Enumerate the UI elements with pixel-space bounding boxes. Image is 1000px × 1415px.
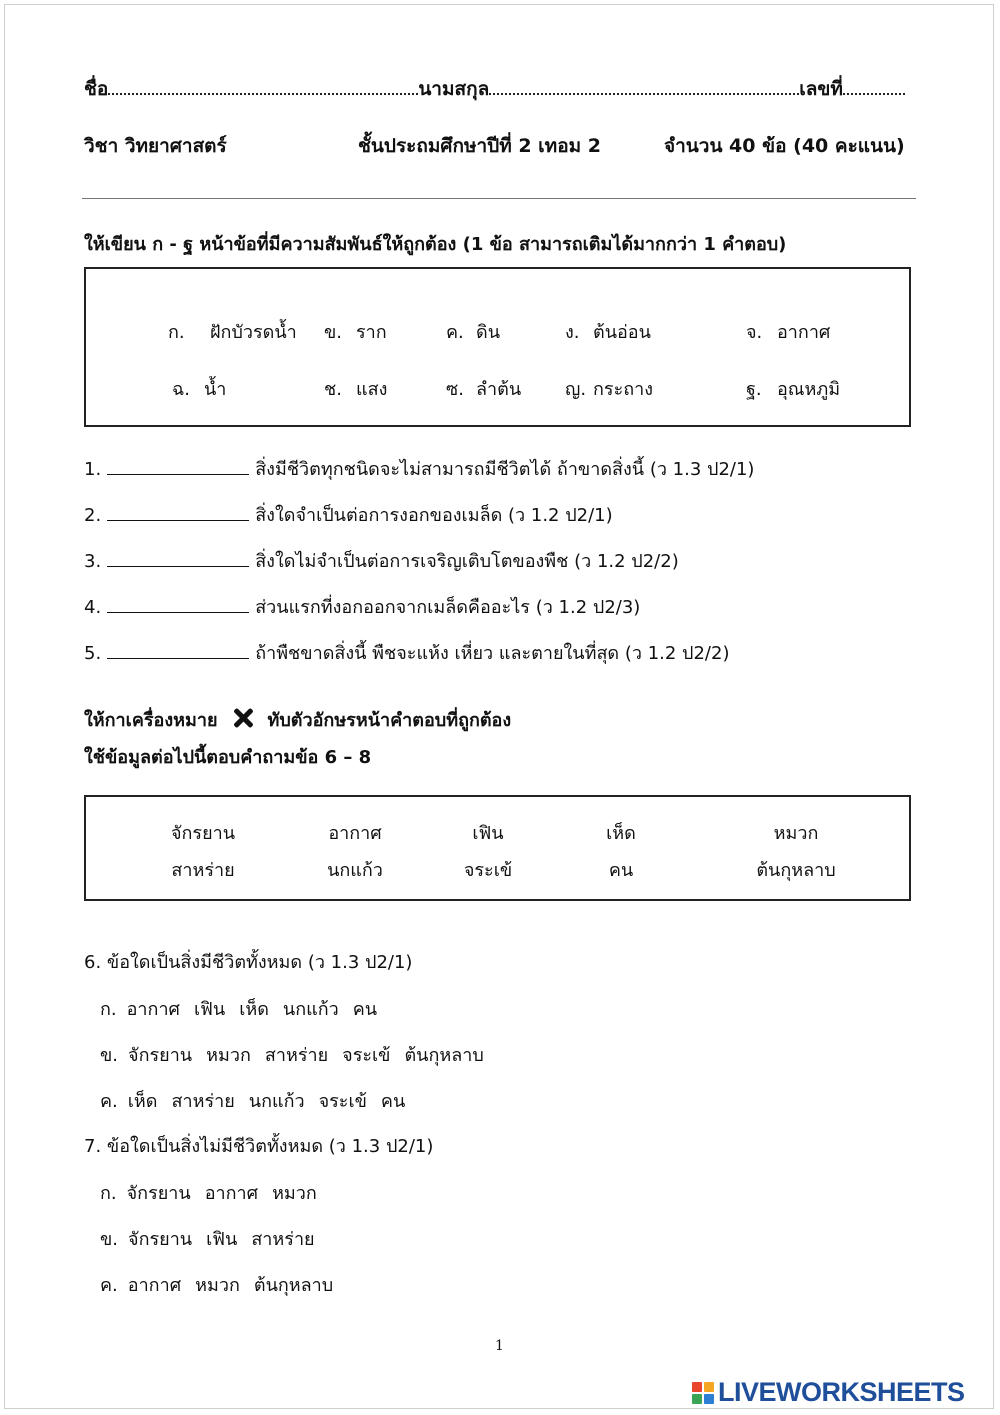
question-text: สิ่งใดไม่จำเป็นต่อการเจริญเติบโตของพืช (ว 1.2 ป2/2) xyxy=(255,551,679,572)
choice-letter: ก. xyxy=(100,1183,117,1204)
choice-word: อากาศ xyxy=(204,1183,259,1204)
option-word: ต้นอ่อน xyxy=(593,322,651,343)
data-instruction: ใช้ข้อมูลต่อไปนี้ตอบคำถามข้อ 6 – 8 xyxy=(84,747,372,768)
choice-word: จักรยาน xyxy=(128,1045,193,1066)
option-letter: ฐ. xyxy=(746,379,762,400)
question-number: 2. xyxy=(84,505,102,526)
choice-word: ต้นกุหลาบ xyxy=(404,1045,484,1066)
option-word: ราก xyxy=(356,322,387,343)
choice-word: อากาศ xyxy=(127,1275,182,1296)
choice-word: นกแก้ว xyxy=(282,999,339,1020)
logo-square xyxy=(704,1394,714,1404)
answer-blank[interactable] xyxy=(107,504,249,521)
question-text: 7. ข้อใดเป็นสิ่งไม่มีชีวิตทั้งหมด (ว 1.3 ป2/1) xyxy=(84,1136,434,1157)
choice-word: สาหร่าย xyxy=(251,1229,315,1250)
option-word: น้ำ xyxy=(204,379,227,400)
choice-word: เฟิน xyxy=(193,999,226,1020)
choice-word: หมวก xyxy=(272,1183,317,1204)
option-letter: ซ. xyxy=(446,379,464,400)
question-number: 1. xyxy=(84,459,102,480)
logo-square xyxy=(704,1382,714,1392)
answer-choice[interactable] xyxy=(100,1224,329,1253)
choice-word: หมวก xyxy=(206,1045,251,1066)
table-cell: หมวก xyxy=(773,823,819,844)
option-word: ดิน xyxy=(476,322,500,343)
number-label: เลขที่ xyxy=(799,78,843,100)
question-text: ส่วนแรกที่งอกออกจากเมล็ดคืออะไร (ว 1.2 ป2/3) xyxy=(255,597,641,618)
answer-choice[interactable] xyxy=(100,1178,331,1207)
surname-label: นามสกุล xyxy=(418,78,490,100)
fill-in-question xyxy=(84,500,613,529)
choice-word: จระเข้ xyxy=(318,1091,367,1112)
table-cell: เฟิน xyxy=(472,823,504,844)
choice-word: อากาศ xyxy=(126,999,180,1020)
logo-square xyxy=(692,1382,702,1392)
table-cell: ต้นกุหลาบ xyxy=(756,860,836,881)
table-cell: จระเข้ xyxy=(463,860,513,881)
section2-instruction-after: ทับตัวอักษรหน้าคำตอบที่ถูกต้อง xyxy=(267,710,512,731)
name-label: ชื่อ xyxy=(84,78,109,100)
question-text: 6. ข้อใดเป็นสิ่งมีชีวิตทั้งหมด (ว 1.3 ป2/1) xyxy=(84,952,413,973)
choice-letter: ข. xyxy=(100,1045,119,1066)
option-letter: จ. xyxy=(746,322,763,343)
choice-letter: ค. xyxy=(100,1091,118,1112)
name-blank[interactable] xyxy=(108,79,418,95)
choice-word: ต้นกุหลาบ xyxy=(253,1275,334,1296)
option-letter: ข. xyxy=(324,322,343,343)
answer-blank[interactable] xyxy=(107,458,249,475)
option-word: กระถาง xyxy=(593,379,654,400)
choice-word: จระเข้ xyxy=(342,1045,391,1066)
question-text: สิ่งใดจำเป็นต่อการงอกของเมล็ด (ว 1.2 ป2/1) xyxy=(255,505,613,526)
data-table-box xyxy=(84,795,911,901)
choice-word: นกแก้ว xyxy=(248,1091,305,1112)
section1-instruction: ให้เขียน ก - ฐ หน้าข้อที่มีความสัมพันธ์ให้ถูกต้อง (1 ข้อ สามารถเติมได้มากกว่า 1 คำตอบ) xyxy=(84,234,787,255)
number-blank[interactable] xyxy=(843,79,905,95)
question-text: สิ่งมีชีวิตทุกชนิดจะไม่สามารถมีชีวิตได้ ถ้าขาดสิ่งนี้ (ว 1.3 ป2/1) xyxy=(255,459,755,480)
fill-in-question xyxy=(84,592,640,621)
table-cell: สาหร่าย xyxy=(171,860,235,881)
table-cell: เห็ด xyxy=(606,823,636,844)
option-letter: ค. xyxy=(446,322,464,343)
section2-instruction-before: ให้กาเครื่องหมาย xyxy=(84,710,218,731)
grade: ชั้นประถมศึกษาปีที่ 2 เทอม 2 xyxy=(358,135,601,157)
question-number: 5. xyxy=(84,643,102,664)
question-number: 3. xyxy=(84,551,102,572)
answer-choice[interactable] xyxy=(100,1270,347,1299)
surname-blank[interactable] xyxy=(489,79,799,95)
choice-word: คน xyxy=(380,1091,406,1112)
question-count: จำนวน 40 ข้อ (40 คะแนน) xyxy=(664,135,905,157)
question-number: 4. xyxy=(84,597,102,618)
option-letter: ฉ. xyxy=(172,379,190,400)
option-word: ฝักบัวรดน้ำ xyxy=(210,322,297,343)
table-cell: อากาศ xyxy=(328,823,382,844)
table-cell: คน xyxy=(608,860,634,881)
table-cell: จักรยาน xyxy=(170,823,236,844)
option-word: อุณหภูมิ xyxy=(777,379,841,400)
answer-choice[interactable] xyxy=(100,1086,419,1115)
brand-name: LIVEWORKSHEETS xyxy=(718,1377,965,1407)
choice-letter: ข. xyxy=(100,1229,119,1250)
subject: วิชา วิทยาศาสตร์ xyxy=(84,135,227,157)
table-cell: นกแก้ว xyxy=(327,860,383,881)
header-divider xyxy=(82,198,916,199)
answer-choice[interactable] xyxy=(100,994,391,1023)
fill-in-question xyxy=(84,638,729,667)
choice-word: เฟิน xyxy=(206,1229,238,1250)
option-letter: ช. xyxy=(324,379,342,400)
choice-word: สาหร่าย xyxy=(264,1045,329,1066)
page-number: 1 xyxy=(495,1338,504,1354)
option-letter: ง. xyxy=(565,322,580,343)
option-word: อากาศ xyxy=(777,322,831,343)
option-letter: ก. xyxy=(168,322,185,343)
answer-choice[interactable] xyxy=(100,1040,498,1069)
choice-word: จักรยาน xyxy=(126,1183,191,1204)
logo-icon xyxy=(692,1382,714,1404)
fill-in-question xyxy=(84,546,679,575)
choice-letter: ก. xyxy=(100,999,117,1020)
answer-options-box xyxy=(84,267,911,427)
choice-word: เห็ด xyxy=(239,999,269,1020)
fill-in-question xyxy=(84,454,754,483)
choice-word: หมวก xyxy=(195,1275,240,1296)
option-word: ลำต้น xyxy=(476,379,522,400)
answer-blank[interactable] xyxy=(107,550,249,567)
logo-square xyxy=(692,1394,702,1404)
section2-instruction xyxy=(84,705,511,734)
brand-logo xyxy=(692,1377,965,1408)
x-mark-icon xyxy=(232,707,254,729)
choice-word: จักรยาน xyxy=(128,1229,193,1250)
choice-word: สาหร่าย xyxy=(171,1091,235,1112)
answer-blank[interactable] xyxy=(107,596,249,613)
name-line xyxy=(84,74,905,104)
choice-word: คน xyxy=(352,999,378,1020)
option-letter: ญ. xyxy=(565,379,587,400)
choice-word: เห็ด xyxy=(127,1091,158,1112)
option-word: แสง xyxy=(356,379,388,400)
answer-blank[interactable] xyxy=(107,642,249,659)
choice-letter: ค. xyxy=(100,1275,118,1296)
question-text: ถ้าพืชขาดสิ่งนี้ พืชจะแห้ง เหี่ยว และตายในที่สุด (ว 1.2 ป2/2) xyxy=(255,643,730,664)
